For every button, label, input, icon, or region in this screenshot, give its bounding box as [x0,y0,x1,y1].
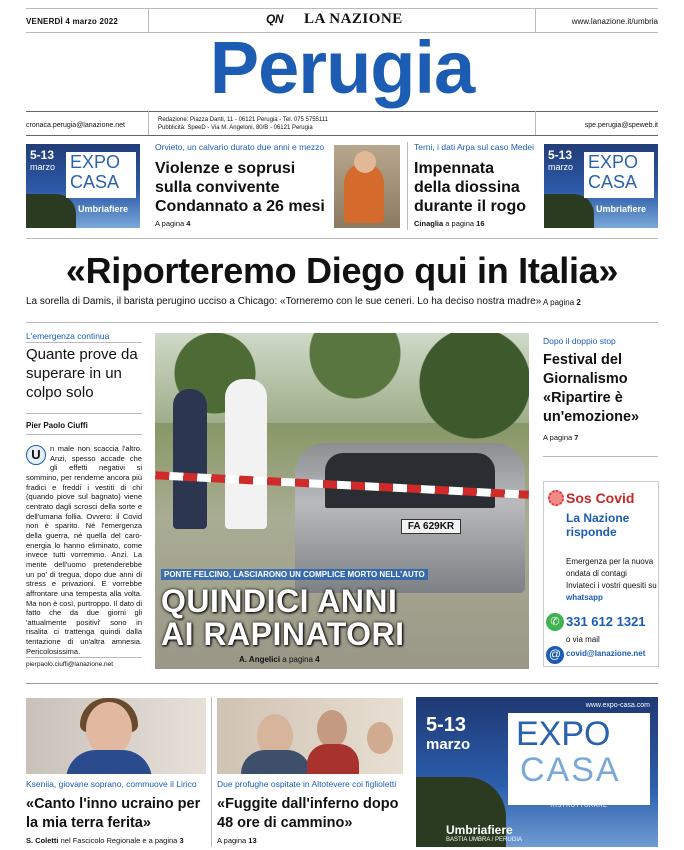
page-ref: S. Coletti nel Fascicolo Regionale e a pagina 3 [26,836,184,845]
newsroom-address [158,116,328,132]
redazione-line: Redazione: Piazza Danti, 11 - 06121 Perugia - Tel. 075 5755111 [158,117,329,123]
ads-email[interactable]: spe.perugia@speweb.it [584,122,658,129]
license-plate: FA 629KR [401,519,461,534]
soprano-photo[interactable] [26,698,206,774]
ad-fiere-sub: BASTIA UMBRA / PERUGIA [446,837,523,843]
sos-phone[interactable]: 331 612 1321 [566,614,646,629]
sos-text: Emergenza per la nuova ondata di contagi Inviateci i vostri quesiti su whatsapp [566,557,657,602]
ad-fiere: Umbriafiere [446,823,513,837]
bottom-headline[interactable]: «Canto l'inno ucraino per la mia terra ferita» [26,796,201,831]
story-photo-woman [334,145,400,228]
ad-dates: 5-13 marzo [426,714,471,753]
bottom-headline[interactable]: «Fuggite dall'inferno dopo 48 ore di cammino» [217,796,399,831]
qn-logo: QN [266,12,283,26]
expo-ad-large[interactable] [416,697,658,847]
ad-tree-graphic [26,194,76,228]
refugees-photo[interactable] [217,698,403,774]
bottom-kicker: Kseniia, giovane soprano, commuove il Lirico [26,779,197,789]
main-headline[interactable]: «Riporteremo Diego qui in Italia» [65,250,619,291]
ad-brand: EXPO CASA [584,152,654,198]
page-ref: A pagina 7 [543,433,579,442]
website-link[interactable]: www.lanazione.it/umbria [571,17,658,26]
main-photo[interactable] [155,333,529,669]
page-ref: Cinaglia a pagina 16 [414,219,485,228]
main-subhead: La sorella di Damis, il barista perugino ucciso a Chicago: «Torneremo con le sue ceneri. Lo ha deciso nostra madre» [26,296,542,307]
virus-icon [548,490,564,506]
dropcap: U [26,445,46,465]
editorial-body: U n male non scaccia l'altro. Anzi, spesso accade che gli effetti negativi si sommino, per renderne ancora più fradici e freddi i vestiti di chi (quando piove sul bagnato) viene centrato dagli scrosci della sorte e dell'umana follia. Ovvero: il Covid non è sparito. Né l'emergenza della guerra, né quella del caro-energia lo hanno eliminato, come invece tutti vorremmo. Anzi. La mente dell'uomo pretenderebbe un po' di tregua, dopo due anni di stress e privazioni. E vorrebbe affrontare una tempesta alla volta. Ma non è così, purtroppo. Il dato di fatto che da due giorni gli 'attualmente positivi' sono in risalita ci trattenga quindi dalla tentazione di un'altra amnesia. Pericolosissima. [26,444,142,656]
editorial-headline[interactable]: Quante prove da superare in un colpo solo [26,346,138,401]
photo-face [86,702,132,756]
photo-officer [173,389,207,529]
ad-url[interactable]: www.expo-casa.com [585,702,650,709]
ad-brand: EXPO CASA [508,713,650,805]
advertising-line: Pubblicità: SpeeD - Via M. Angeloni, 80/B - 06121 Perugia [158,125,313,131]
ad-tree-graphic [544,194,594,228]
expo-ad-left[interactable] [26,144,140,228]
story-kicker: Terni, i dati Arpa sul caso Medei [414,142,535,152]
ad-dates: 5-13 marzo [548,148,574,172]
photo-person [367,722,393,754]
paper-name: LA NAZIONE [304,11,403,27]
photo-kicker: PONTE FELCINO, LASCIARONO UN COMPLICE MORTO NELL'AUTO [161,569,428,580]
expo-ad-right[interactable] [544,144,658,228]
photo-forensic [225,379,267,529]
side-kicker: Dopo il doppio stop [543,336,616,346]
email-icon: @ [546,646,564,664]
masthead: Perugia [209,26,475,109]
editorial-author: Pier Paolo Ciuffi [26,421,88,430]
story-kicker: Orvieto, un calvario durato due anni e mezzo [155,142,325,152]
ad-dates: 5-13 marzo [30,148,56,172]
photo-person [317,710,347,748]
sos-covid-box[interactable] [543,481,659,667]
newsroom-email[interactable]: cronaca.perugia@lanazione.net [26,122,125,129]
sos-subtitle: La Nazione risponde [566,511,630,539]
story-headline[interactable]: Violenze e soprusi sulla convivente Condannato a 26 mesi [155,160,325,215]
photo-headline[interactable]: QUINDICI ANNI AI RAPINATORI [161,583,405,652]
photo-dress [66,750,152,774]
ad-fiere: Umbriafiere [596,204,647,214]
photo-person-body [307,744,359,774]
ad-fiere: Umbriafiere [78,204,129,214]
story-headline[interactable]: Impennata della diossina durante il rogo [414,160,526,215]
page-ref: A pagina 13 [217,836,257,845]
sos-via-mail: o via mail [566,635,600,644]
bottom-kicker: Due profughe ospitate in Altotevere coi figlioletti [217,779,397,789]
side-headline[interactable]: Festival del Giornalismo «Ripartire è un'emozione» [543,352,640,425]
issue-date: VENERDÌ 4 marzo 2022 [26,17,119,26]
whatsapp-icon: ✆ [546,613,564,631]
page-ref: A pagina 2 [543,298,581,307]
page-ref: A pagina 4 [155,219,191,228]
sos-email[interactable]: covid@lanazione.net [566,649,646,658]
ad-brand: EXPO CASA [66,152,136,198]
sos-title: Sos Covid [566,490,635,506]
page-ref: A. Angelici a pagina 4 [239,655,320,664]
ad-tagline: ARREDARE · COSTRUIRE · RISTRUTTURARE [534,797,624,809]
photo-person-body [241,750,311,774]
editorial-email[interactable]: pierpaolo.ciuffi@lanazione.net [26,661,114,668]
editorial-kicker: L'emergenza continua [26,331,110,341]
